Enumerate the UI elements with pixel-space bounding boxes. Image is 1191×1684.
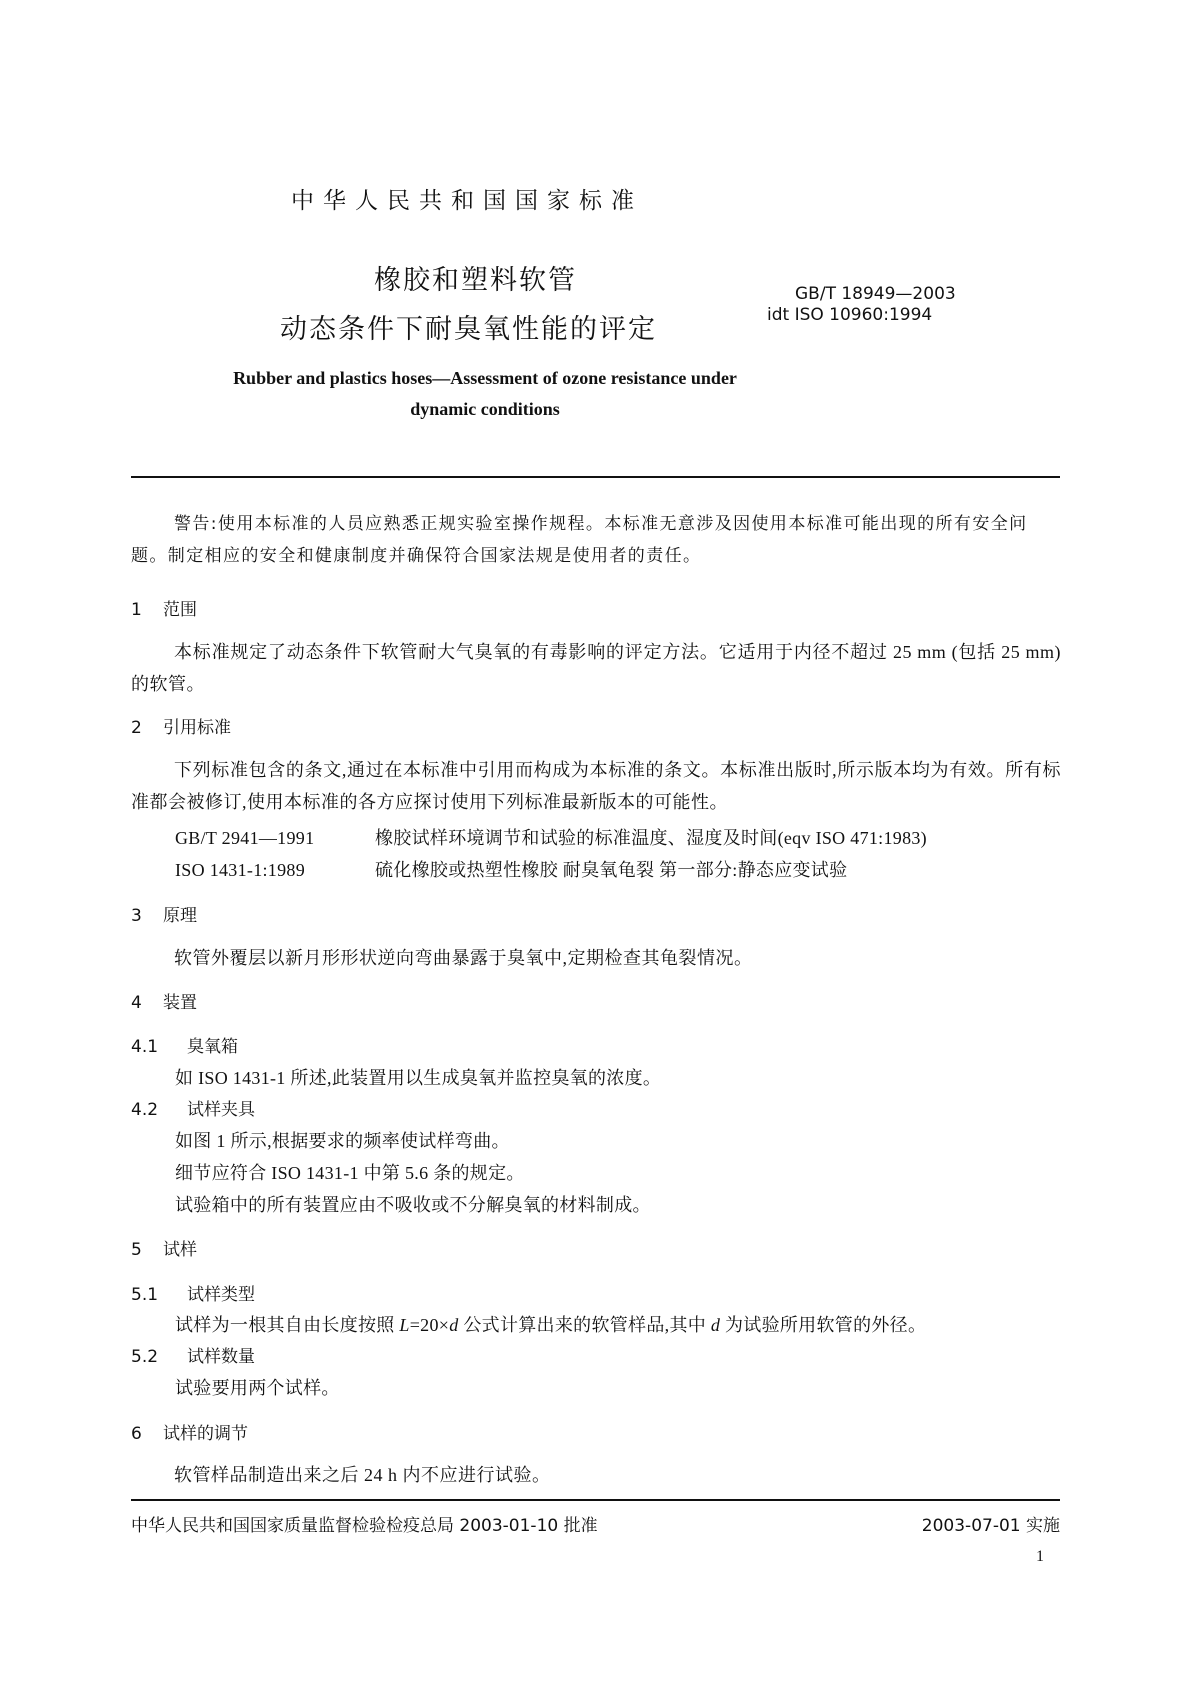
reference-title: 硫化橡胶或热塑性橡胶 耐臭氧龟裂 第一部分:静态应变试验 xyxy=(375,860,848,880)
subsection-5-2-heading xyxy=(131,1345,1061,1369)
subsection-4-2-heading xyxy=(131,1098,1061,1122)
subsection-number: 4.2 xyxy=(131,1100,159,1120)
section-1-text: 本标准规定了动态条件下软管耐大气臭氧的有毒影响的评定方法。它适用于内径不超过 25 mm (包括 25 mm)的软管。 xyxy=(131,642,1061,694)
subsection-4-2-line: 如图 1 所示,根据要求的频率使试样弯曲。 xyxy=(175,1131,510,1151)
header-divider xyxy=(131,476,1060,478)
section-number: 4 xyxy=(131,993,142,1013)
standard-number: GB/T 18949—2003 xyxy=(795,284,956,304)
page-number: 1 xyxy=(1036,1548,1044,1565)
section-title: 范围 xyxy=(163,600,197,620)
section-1-heading xyxy=(131,598,1061,622)
formula-variable-d: d xyxy=(449,1315,459,1335)
section-6-text: 软管样品制造出来之后 24 h 内不应进行试验。 xyxy=(174,1465,551,1485)
section-number: 1 xyxy=(131,600,142,620)
subsection-number: 4.1 xyxy=(131,1037,159,1057)
section-2-heading xyxy=(131,716,1061,740)
subsection-5-2-text: 试验要用两个试样。 xyxy=(175,1378,340,1398)
section-6-heading xyxy=(131,1422,1061,1446)
national-standard-heading: 中华人民共和国国家标准 xyxy=(291,188,643,214)
subsection-title: 试样类型 xyxy=(187,1285,255,1304)
subsection-4-1-text: 如 ISO 1431-1 所述,此装置用以生成臭氧并监控臭氧的浓度。 xyxy=(175,1068,662,1088)
subsection-4-2-line: 细节应符合 ISO 1431-1 中第 5.6 条的规定。 xyxy=(175,1163,525,1183)
subsection-4-1-heading xyxy=(131,1035,1061,1059)
section-2-text: 下列标准包含的条文,通过在本标准中引用而构成为本标准的条文。本标准出版时,所示版本均为有效。所有标准都会被修订,使用本标准的各方应探讨使用下列标准最新版本的可能性。 xyxy=(131,760,1061,812)
warning-paragraph: 警告:使用本标准的人员应熟悉正规实验室操作规程。本标准无意涉及因使用本标准可能出现的所有安全问题。制定相应的安全和健康制度并确保符合国家法规是使用者的责任。 xyxy=(131,514,1028,566)
section-title: 引用标准 xyxy=(163,718,231,738)
formula-variable-L: L xyxy=(399,1315,410,1335)
subsection-number: 5.1 xyxy=(131,1285,159,1305)
reference-item xyxy=(175,826,927,850)
subsection-4-2-line: 试验箱中的所有装置应由不吸收或不分解臭氧的材料制成。 xyxy=(175,1195,651,1215)
reference-code: ISO 1431-1:1989 xyxy=(175,860,305,880)
text-run: 为试验所用软管的外径。 xyxy=(720,1315,927,1335)
section-title: 原理 xyxy=(163,906,197,926)
section-3-heading xyxy=(131,904,1061,928)
section-number: 3 xyxy=(131,906,142,926)
subsection-title: 试样夹具 xyxy=(187,1100,255,1119)
title-cn-line-2: 动态条件下耐臭氧性能的评定 xyxy=(280,314,657,345)
footer-divider xyxy=(131,1499,1060,1501)
formula-operator: =20× xyxy=(409,1315,450,1335)
subsection-title: 臭氧箱 xyxy=(187,1037,238,1056)
section-title: 装置 xyxy=(163,993,197,1013)
approval-line: 中华人民共和国国家质量监督检验检疫总局 2003-01-10 批准 xyxy=(131,1516,598,1536)
reference-item xyxy=(175,858,847,882)
section-number: 2 xyxy=(131,718,142,738)
implementation-date: 2003-07-01 实施 xyxy=(921,1516,1060,1536)
section-number: 5 xyxy=(131,1240,142,1260)
section-5-heading xyxy=(131,1238,1061,1262)
section-4-heading xyxy=(131,991,1061,1015)
subsection-5-1-text xyxy=(175,1313,926,1337)
formula-variable-d: d xyxy=(710,1315,721,1335)
subsection-5-1-heading xyxy=(131,1283,1061,1307)
reference-code: GB/T 2941—1991 xyxy=(175,828,315,848)
title-cn-line-1: 橡胶和塑料软管 xyxy=(374,265,577,296)
standard-idt: idt ISO 10960:1994 xyxy=(767,305,933,325)
reference-title: 橡胶试样环境调节和试验的标准温度、湿度及时间(eqv ISO 471:1983) xyxy=(375,828,927,848)
title-en: Rubber and plastics hoses—Assessment of ozone resistance under dynamic conditions xyxy=(233,368,737,419)
section-number: 6 xyxy=(131,1424,142,1444)
section-title: 试样的调节 xyxy=(163,1424,248,1444)
text-run: 公式计算出来的软管样品,其中 xyxy=(458,1315,711,1335)
section-title: 试样 xyxy=(163,1240,197,1260)
section-3-text: 软管外覆层以新月形形状逆向弯曲暴露于臭氧中,定期检查其龟裂情况。 xyxy=(174,948,753,968)
subsection-title: 试样数量 xyxy=(187,1347,255,1366)
text-run: 试样为一根其自由长度按照 xyxy=(175,1315,400,1335)
subsection-number: 5.2 xyxy=(131,1347,159,1367)
